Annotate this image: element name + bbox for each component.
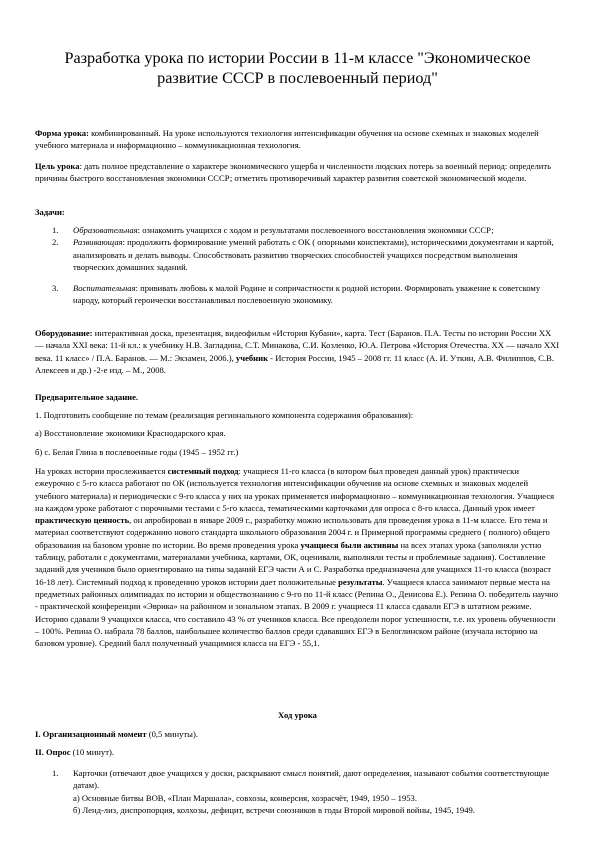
lesson-goal-paragraph: [35, 160, 560, 185]
stage-organizational: [35, 728, 560, 740]
preliminary-task-item: 1. Подготовить сообщение по темам (реализация регионального компонента содержания образования):: [35, 410, 414, 420]
task-text: : ознакомить учащихся с ходом и результатами послевоенного восстановления экономики СССР;: [137, 225, 494, 235]
survey-text: Карточки (отвечают двое учащихся у доски, раскрывают смысл понятий, дают определения, называют события соответствующие датам).: [73, 768, 550, 791]
body-text: на всех этапах урока (заполняли устно таблицу, работали с документами, материалами учебника, картами, ОК, оценивали, выполняли тесты и проблемные задания). Составление заданий для учеников было ориентировано на типы заданий ЕГЭ части А и С. Разработка предназначена для учащихся 11-го класса (возраст 16-18 лет). Системный подход к проведению уроков истории дает положительные: [35, 539, 552, 587]
task-text: : прививать любовь к малой Родине и сопричастности к родной истории. Формировать уважение к советскому народу, который героически восстанавливал послевоенную экономику.: [73, 283, 541, 306]
survey-list: [35, 767, 560, 816]
body-emphasis: практическую ценность: [35, 515, 130, 526]
textbook-text: - История России, 1945 – 2008 гг. 11 класс (А. И. Уткин, А.В. Филиппов, С.В. Алексеев и др.) -2-е изд. – М., 2008.: [35, 352, 554, 375]
task-label: Воспитательная: [73, 283, 136, 294]
survey-item: [35, 767, 560, 816]
task-item: [35, 282, 560, 307]
lesson-goal-text: : дать полное представление о характере экономического ущерба и численности людских потерь за военный период: определить причины быстрого восстановления экономики СССР; отметить противоречивый характер развития советской экономической модели.: [35, 161, 552, 184]
equipment-label: Оборудование:: [35, 328, 93, 338]
body-emphasis: результаты: [338, 576, 383, 587]
stage-duration: (0,5 минуты).: [146, 729, 198, 739]
lesson-form-text: комбинированный. На уроке используются технология интенсификации обучения на основе схемных и знаковых моделей учебного материала и информационно – коммуникационная технология.: [35, 128, 539, 151]
survey-subitem: а) Основные битвы ВОВ, «План Маршала», совхозы, конверсия, хозрасчёт, 1949, 1950 – 1953.: [73, 792, 417, 803]
preliminary-task-item: а) Восстановление экономики Краснодарского края.: [35, 428, 226, 438]
stage-survey: [35, 746, 560, 758]
equipment-paragraph: [35, 327, 560, 376]
body-text: На уроках истории прослеживается: [35, 466, 168, 476]
equipment-text: интерактивная доска, презентация, видеофильм «История Кубани», карта. Тест (Баранов. П.А. Тесты по истории России XX — начала XXI века: 11-й кл.: к учебнику Н.В. Загладина, С.Т. Минакова, С.И. Козленко, Ю.А. Петрова «История Отечества. XX — начало XXI века. 11 класс» / П.А. Баранов. — М.: Экзамен, 2006.),: [35, 328, 560, 363]
task-number: 1.: [52, 225, 59, 235]
body-text: . Учащиеся класса занимают первые места на предметных районных олимпиадах по истории и обществознанию с 9-го по 11-й класс (Репина О., Денисова Е.). Репина О. победитель научно - практической конференции «Эврика» на районном и зональном этапах. В 2009 г. учащиеся 11 класса сдавали ЕГЭ в штатном режиме. Историю сдавали 9 учащихся класса, что составило 43 % от учеников класса. Все преодолели порог успешности, т.е. их уровень обученности – 100%. Репина О. набрала 78 баллов, наибольшее количество баллов среди сдававших ЕГЭ в Белоглинском районе (изучала историю на базовом уровне). Средний балл полученный учащимися класса на ЕГЭ - 55,1.: [35, 576, 559, 649]
preliminary-task-item: б) с. Белая Глина в послевоенные годы (1945 – 1952 гг.): [35, 447, 239, 457]
methodology-paragraph: [35, 465, 560, 649]
lesson-progress-heading: Ход урока: [278, 710, 317, 720]
survey-subitem: б) Ленд-лиз, диспропорция, колхозы, дефицит, встречи союзников в годы Второй мировой войны, 1945, 1949.: [73, 804, 475, 815]
body-text: : учащиеся 11-го класса (в котором был проведен данный урок) практически ежеурочно с 5-го класса работают по ОК (используется технология интенсификации обучения на основе схемных и знаковых моделей учебного материала) и периодически с 9-го класса у них на уроках применяется информационно – коммуникационная технология. Учащиеся на каждом уроке работают с порочными тестами с 5-го класса, тематическими карточками для опроса с 8-го класса. Данный урок имеет: [35, 466, 555, 513]
tasks-heading: Задачи:: [35, 207, 65, 217]
task-item: [35, 236, 560, 273]
stage-duration: (10 минут).: [70, 747, 114, 757]
preliminary-task-heading: Предварительное задание.: [35, 392, 139, 402]
task-number: 2.: [52, 237, 59, 248]
tasks-list: [35, 224, 560, 307]
task-label: Развивающая: [73, 237, 123, 248]
stage-label: I. Организационный момент: [35, 729, 147, 739]
task-text: : продолжить формирование умений работать с ОК ( опорными конспектами), историческими документами и картой, анализировать и делать выводы. Способствовать развитию творческих способностей учащихся посредством выполнения творческих домашних заданий.: [73, 237, 554, 272]
task-label: Образовательная: [73, 225, 138, 235]
survey-number: 1.: [52, 768, 59, 778]
lesson-form-paragraph: [35, 127, 560, 152]
body-text: , он апробирован в январе 2009 г., разработку можно использовать для проведения урока в 11-м классе. Его тема и материал соответствуют содержанию нового стандарта школьного образования 2004 г. и Примерной программы среднего ( полного) общего образования на базовом уровне по истории. Во время проведения урока: [35, 515, 550, 550]
lesson-goal-label: Цель урока: [35, 161, 80, 171]
page-title: Разработка урока по истории России в 11-м классе "Экономическое развитие СССР в послевоенный период": [64, 49, 531, 87]
lesson-form-label: Форма урока:: [35, 128, 89, 138]
task-item: [35, 224, 560, 236]
textbook-label: учебник: [235, 352, 269, 363]
stage-label: II. Опрос: [35, 747, 71, 757]
task-number: 3.: [52, 283, 59, 294]
body-emphasis: учащиеся были активны: [300, 539, 399, 550]
body-emphasis: системный подход: [167, 466, 239, 476]
